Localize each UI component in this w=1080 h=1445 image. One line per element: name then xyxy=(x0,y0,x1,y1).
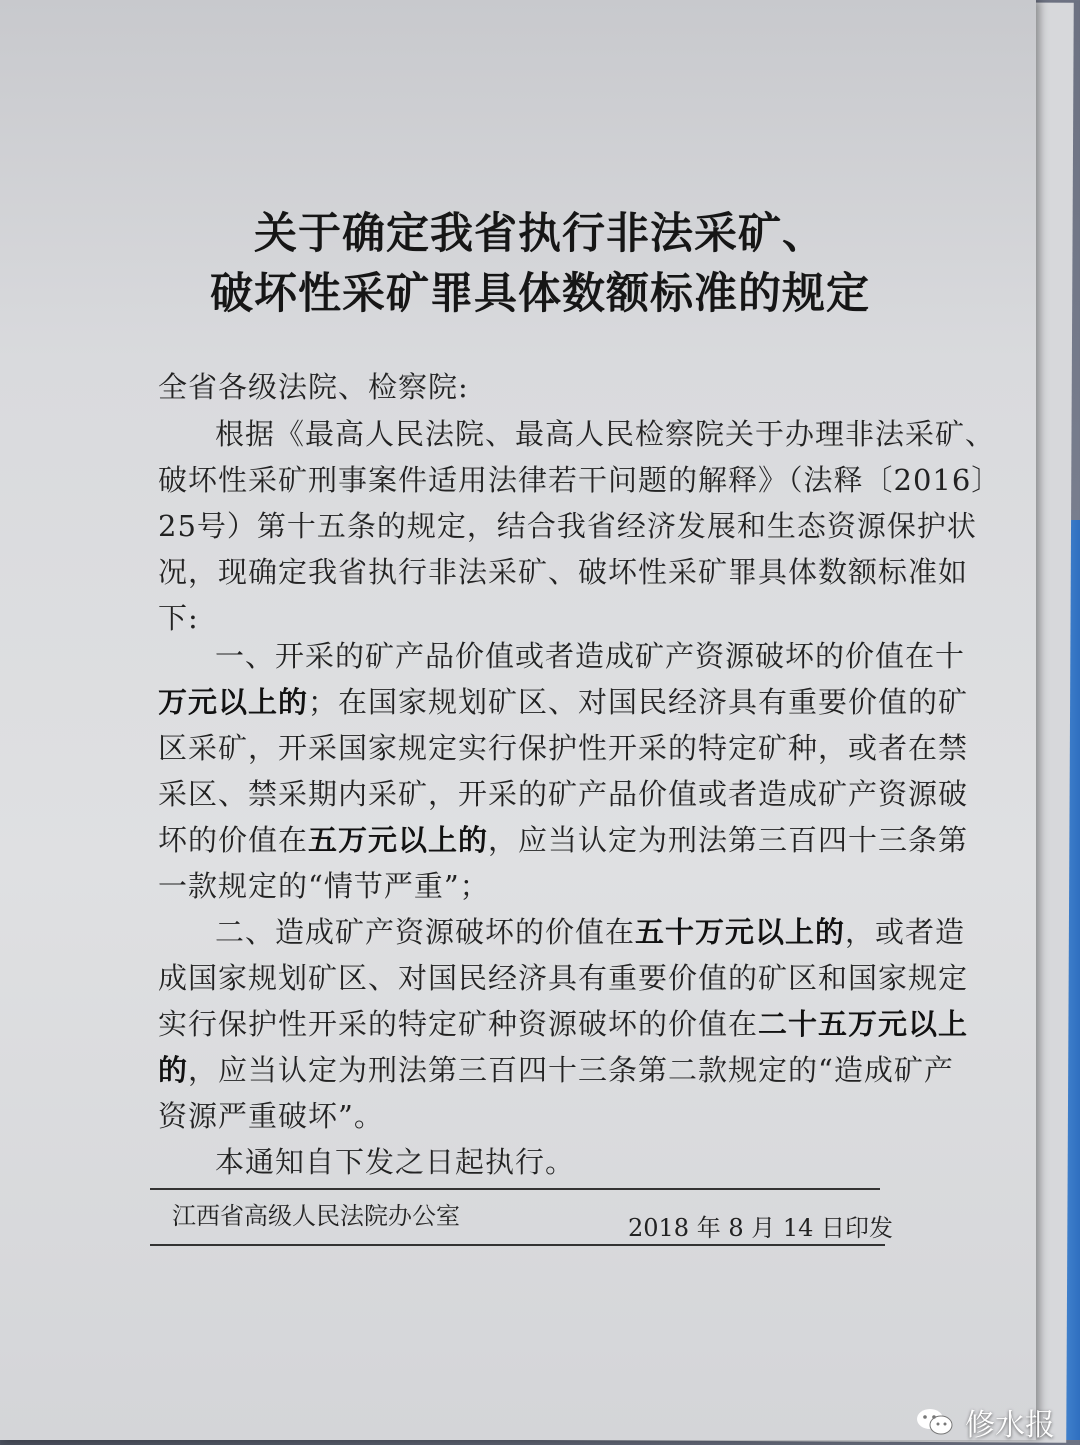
paragraph1-line-3: 25号）第十五条的规定，结合我省经济发展和生态资源保护状 xyxy=(158,509,977,543)
document-title-line-1: 关于确定我省执行非法采矿、 xyxy=(254,209,826,259)
item2-line-1-a: 二、造成矿产资源破坏的价值在 xyxy=(215,915,636,949)
item1-threshold-1: 万元以上的 xyxy=(158,685,309,719)
paragraph1-line-4: 况，现确定我省执行非法采矿、破坏性采矿罪具体数额标准如 xyxy=(158,555,969,589)
wechat-watermark xyxy=(915,1400,1055,1444)
paragraph1-line-1: 根据《最高人民法院、最高人民检察院关于办理非法采矿、 xyxy=(215,417,996,451)
item1-line-1: 一、开采的矿产品价值或者造成矿产资源破坏的价值在十 xyxy=(215,639,966,673)
item2-line-3-a: 实行保护性开采的特定矿种资源破坏的价值在 xyxy=(158,1007,759,1041)
paragraph1-line-5: 下: xyxy=(158,601,199,635)
item2-line-1 xyxy=(215,910,966,951)
item1-line-5 xyxy=(158,818,969,859)
item1-line-5-a: 坏的价值在 xyxy=(158,823,309,857)
item2-threshold-1: 五十万元以上的 xyxy=(635,915,846,949)
item2-threshold-2: 二十五万元以上 xyxy=(758,1007,969,1041)
footer-bottom-rule xyxy=(150,1244,885,1246)
item1-line-5-rest: ，应当认定为刑法第三百四十三条第 xyxy=(488,823,969,857)
footer-issue-date: 2018 年 8 月 14 日印发 xyxy=(628,1214,894,1242)
document-title-line-2: 破坏性采矿罪具体数额标准的规定 xyxy=(210,269,870,319)
item2-line-4-bold: 的 xyxy=(158,1053,189,1087)
item1-line-2-rest: ；在国家规划矿区、对国民经济具有重要价值的矿 xyxy=(308,685,969,719)
item2-line-4-rest: ，应当认定为刑法第三百四十三条第二款规定的“造成矿产 xyxy=(188,1053,954,1087)
footer-top-rule xyxy=(150,1188,880,1190)
watermark-text: 修水报 xyxy=(965,1408,1055,1443)
item2-line-2: 成国家规划矿区、对国民经济具有重要价值的矿区和国家规定 xyxy=(158,961,969,995)
salutation: 全省各级法院、检察院: xyxy=(158,370,469,404)
item1-threshold-2: 五万元以上的 xyxy=(308,823,489,857)
item1-line-4: 采区、禁采期内采矿，开采的矿产品价值或者造成矿产资源破 xyxy=(158,777,969,811)
item1-line-6: 一款规定的“情节严重”； xyxy=(158,869,490,903)
wechat-icon xyxy=(915,1407,955,1437)
footer-issuer: 江西省高级人民法院办公室 xyxy=(172,1202,460,1230)
item2-line-1-rest: ，或者造 xyxy=(845,915,966,949)
closing-statement: 本通知自下发之日起执行。 xyxy=(215,1145,576,1179)
item1-line-2 xyxy=(158,680,969,721)
item1-line-3: 区采矿，开采国家规定实行保护性开采的特定矿种，或者在禁 xyxy=(158,731,969,765)
item2-line-5: 资源严重破坏”。 xyxy=(158,1099,384,1133)
item2-line-4 xyxy=(158,1048,954,1089)
item2-line-3 xyxy=(158,1002,969,1043)
paragraph1-line-2: 破坏性采矿刑事案件适用法律若干问题的解释》（法释〔2016〕 xyxy=(158,463,1002,497)
